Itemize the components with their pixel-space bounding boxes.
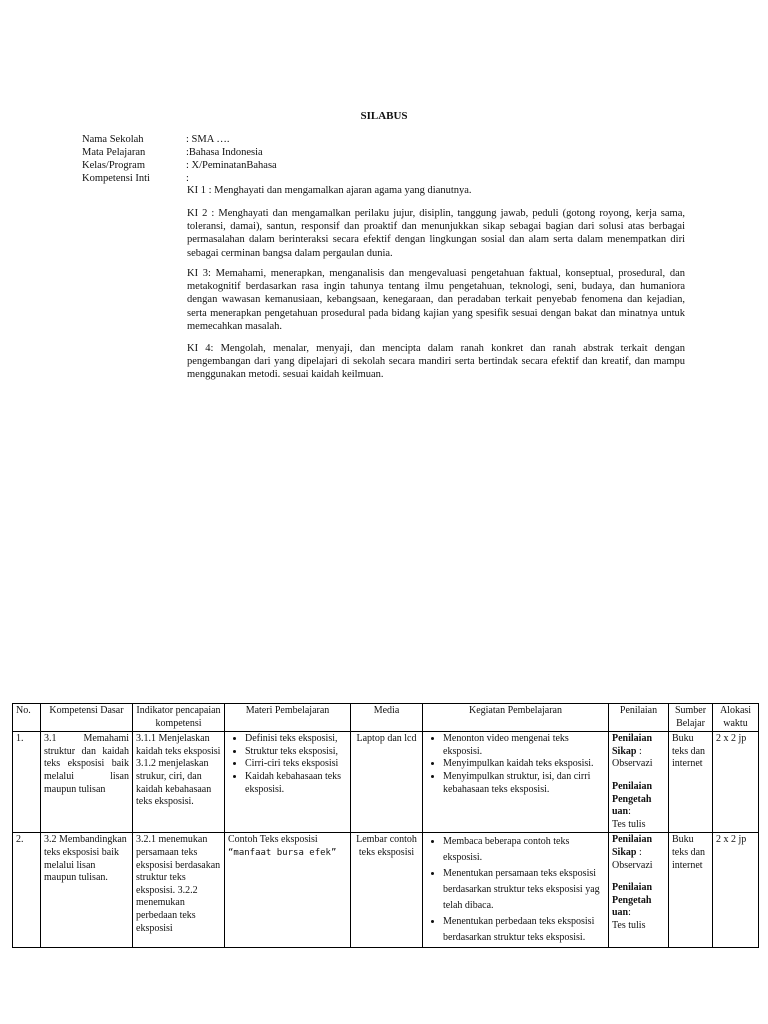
meta-value: : [186, 173, 189, 184]
penilaian-pengetahuan [612, 781, 665, 831]
table-row [13, 833, 759, 948]
list-item: • Cirri-ciri teks eksposisi [245, 758, 347, 771]
ki-4-text: KI 4: Mengolah, menalar, menyaji, dan mencipta dalam ranah konkret dan ranah abstrak terkait dengan pengembangan dari yang dipelajari di sekolah secara mandiri serta bertindak secara efektif dan kreatif, dan mampu menggunakan metodi. sesuai kaidah keilmuan. [187, 343, 685, 381]
ki-2-text: KI 2 : Menghayati dan mengamalkan perilaku jujur, disiplin, tanggung jawab, peduli (gotong royong, kerja sama, toleransi, damai), santun, responsif dan proaktif dan menunjukkan sikap sebagai bagian dari solusi atas berbagai permasalahan dalam berinteraksi secara efektif dengan lingkungan sosial dan alam serta dalam menempatkan diri sebagai cerminan bangsa dalam pergaulan dunia. [187, 208, 685, 259]
meta-label: Kompetensi Inti [82, 173, 150, 184]
penilaian-label: Penilaian Sikap [612, 733, 653, 757]
materi-text: Contoh Teks eksposisi [228, 834, 318, 846]
list-item: • Menentukan persamaan teks eksposisi berdasarkan struktur teks eksposisi yag telah dibaca. [443, 866, 605, 914]
school-info [82, 133, 277, 185]
penilaian-label: Penilaian Pengetah uan [612, 780, 653, 818]
header-sumber: Sumber Belajar [669, 704, 713, 732]
list-item: • Struktur teks eksposisi, [245, 746, 347, 759]
table-header-row [13, 704, 759, 732]
list-item: • Kaidah kebahasaan teks eksposisi. [245, 771, 347, 796]
ki-4 [187, 342, 685, 382]
document-title: SILABUS [360, 110, 408, 122]
penilaian-sep: : [636, 846, 642, 858]
penilaian-pengetahuan [612, 882, 665, 932]
cell-materi [225, 732, 351, 833]
materi-list [228, 733, 347, 796]
cell-kompetensi-dasar: 3.1 Memahami struktur dan kaidah teks eksposisi baik melalui lisan maupun tulisan [41, 732, 133, 833]
cell-kegiatan [423, 732, 609, 833]
syllabus-table [12, 703, 759, 948]
header-no: No. [13, 704, 41, 732]
ki-2 [187, 207, 685, 260]
ki-1-text: KI 1 : Menghayati dan mengamalkan ajaran agama yang dianutnya. [187, 185, 472, 196]
meta-row-class [82, 159, 277, 172]
cell-kompetensi-dasar: 3.2 Membandingkan teks eksposisi baik melalui lisan maupun tulisan. [41, 833, 133, 948]
cell-materi [225, 833, 351, 948]
meta-value: : X/PeminatanBahasa [186, 160, 277, 171]
header-kompetensi-dasar: Kompetensi Dasar [41, 704, 133, 732]
meta-value: : SMA …. [186, 134, 230, 145]
cell-no: 1. [13, 732, 41, 833]
meta-label: Nama Sekolah [82, 134, 144, 145]
list-item: • Menyimpulkan struktur, isi, dan cirri kebahasaan teks eksposisi. [443, 771, 605, 796]
meta-row-school [82, 133, 277, 146]
penilaian-value: Tes tulis [612, 818, 646, 830]
penilaian-label: Penilaian Pengetah uan [612, 882, 653, 919]
meta-row-subject [82, 146, 277, 159]
meta-value: :Bahasa Indonesia [186, 147, 263, 158]
kegiatan-list [426, 834, 605, 946]
ki-3 [187, 267, 685, 333]
ki-1 [187, 184, 685, 197]
list-item: • Menentukan perbedaan teks eksposisi berdasarkan struktur teks eksposisi. [443, 914, 605, 946]
list-item: • Membaca beberapa contoh teks eksposisi. [443, 834, 605, 866]
penilaian-label: Penilaian Sikap [612, 834, 653, 858]
header-indikator: Indikator pencapaian kompetensi [133, 704, 225, 732]
ki-3-text: KI 3: Memahami, menerapkan, menganalisis dan mengevaluasi pengetahuan faktual, konseptual, prosedural, dan metakognitif berdasarkan rasa ingin tahunya tentang ilmu pengetahuan, teknologi, seni, budaya, dan humaniora dengan wawasan kemanusiaan, kebangsaan, kenegaraan, dan peradaban terkait penyebab fenomena dan kejadian, serta menerapkan pengetahuan prosedural pada bidang kajian yang spesifik sesuai dengan bakat dan minatnya untuk memecahkan masalah. [187, 268, 685, 332]
meta-label: Kelas/Program [82, 160, 145, 171]
penilaian-sep: : [628, 907, 631, 919]
penilaian-value: Observazi [612, 758, 653, 770]
penilaian-sep: : [628, 806, 631, 818]
penilaian-sikap [612, 834, 665, 872]
cell-penilaian [609, 732, 669, 833]
cell-penilaian [609, 833, 669, 948]
meta-label: Mata Pelajaran [82, 147, 146, 158]
cell-media: Laptop dan lcd [351, 732, 423, 833]
cell-sumber: Buku teks dan internet [669, 732, 713, 833]
cell-indikator: 3.1.1 Menjelaskan kaidah teks eksposisi 3.1.2 menjelaskan strukur, ciri, dan kaidah kebahasaan teks eksposisi. [133, 732, 225, 833]
header-alokasi: Alokasi waktu [713, 704, 759, 732]
list-item: • Menyimpulkan kaidah teks eksposisi. [443, 758, 605, 771]
cell-kegiatan [423, 833, 609, 948]
penilaian-value: Tes tulis [612, 919, 646, 931]
cell-alokasi: 2 x 2 jp [713, 833, 759, 948]
header-penilaian: Penilaian [609, 704, 669, 732]
cell-indikator: 3.2.1 menemukan persamaan teks eksposisi berdasakan struktur teks eksposisi. 3.2.2 menemukan perbedaan teks eksposisi [133, 833, 225, 948]
cell-media: Lembar contoh teks eksposisi [351, 833, 423, 948]
list-item: • Definisi teks eksposisi, [245, 733, 347, 746]
cell-no: 2. [13, 833, 41, 948]
list-item: • Menonton video mengenai teks eksposisi. [443, 733, 605, 758]
penilaian-sikap [612, 733, 665, 771]
cell-alokasi: 2 x 2 jp [713, 732, 759, 833]
kegiatan-list [426, 733, 605, 796]
materi-example-title: “manfaat bursa efek” [228, 847, 337, 858]
header-media: Media [351, 704, 423, 732]
cell-sumber: Buku teks dan internet [669, 833, 713, 948]
penilaian-sep: : [636, 745, 642, 757]
penilaian-value: Observazi [612, 859, 653, 871]
table-row [13, 732, 759, 833]
header-materi: Materi Pembelajaran [225, 704, 351, 732]
header-kegiatan: Kegiatan Pembelajaran [423, 704, 609, 732]
